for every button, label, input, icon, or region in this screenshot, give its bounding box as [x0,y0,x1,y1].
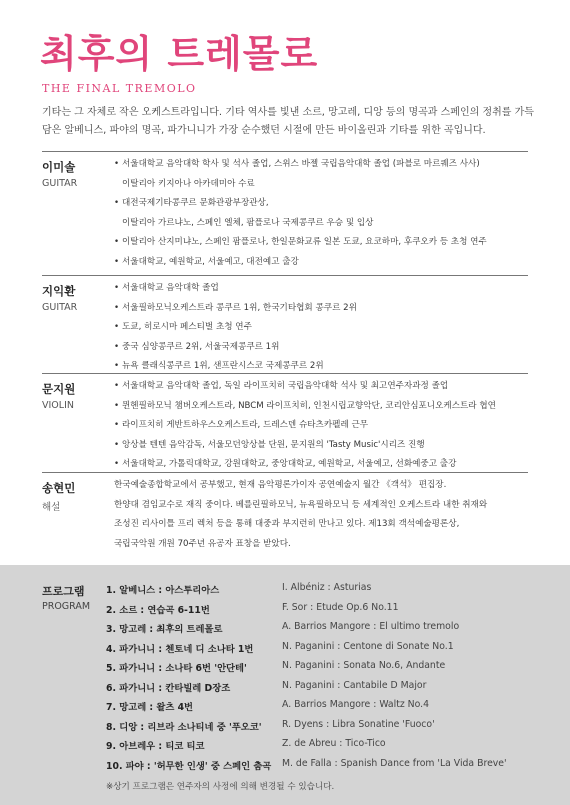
bio-item: • 중국 심양콩쿠르 2위, 서울국제콩쿠르 1위 [114,338,528,358]
program-item-english: Z. de Abreu : Tico-Tico [282,738,386,749]
program-item [106,582,526,602]
divider [42,373,528,374]
bio-item: • 도쿄, 히로시마 페스티벌 초청 연주 [114,318,528,338]
program-item-english: N. Paganini : Centone di Sonate No.1 [282,640,454,652]
bio-item: • 앙상블 텐텐 음악감독, 서울모던앙상블 단원, 문지원의 'Tasty Music'시리즈 진행 [114,436,528,456]
bio-item: • 뮌헨필하모닉 챔버오케스트라, NBCM 라이프치히, 인천시립교향악단, 코리안심포니오케스트라 협연 [114,397,528,417]
intro-text: 기타는 그 자체로 작은 오케스트라입니다. 기타 역사를 빛낸 소르, 망고레, 디앙 등의 명곡과 스페인의 정취를 가득 담은 알베니스, 파야의 명곡, 파가니니가 가장 순수했던 시절에 만든 바이올린과 기타를 위한 곡입니다. [42,107,534,136]
bio-item: • 서울대학교 음악대학 학사 및 석사 졸업, 스위스 바젤 국립음악대학 졸업 (파블로 마르퀘즈 사사) [114,155,528,175]
page-title: 최후의 트레몰로 [40,32,319,76]
program-item-english: N. Paganini : Cantabile D Major [282,679,427,691]
page-subtitle: THE FINAL TREMOLO [42,82,197,95]
performer-name: 문지원 [42,382,76,396]
commentator-bio [114,476,528,554]
program-item [106,680,526,700]
program-item-english: M. de Falla : Spanish Dance from 'La Vida Breve' [282,757,507,769]
program-item-korean: 5. 파가니니 : 소나타 6번 '안단테' [106,663,247,674]
program-item-english: I. Albéniz : Asturias [282,582,372,593]
program-item-english: N. Paganini : Sonata No.6, Andante [282,660,446,671]
program-item-korean: 3. 망고레 : 최후의 트레몰로 [106,624,223,635]
bio-item: • 서울대학교, 가톨릭대학교, 강원대학교, 중앙대학교, 예원학교, 서울예고, 선화예중고 출강 [114,455,528,475]
bio-item: • 서울대학교 음악대학 졸업 [114,279,528,299]
program-note: ※상기 프로그램은 연주자의 사정에 의해 변경될 수 있습니다. [106,782,335,792]
bio-item: • 라이프치히 게반트하우스오케스트라, 드레스덴 슈타츠카펠레 근무 [114,416,528,436]
program-item [106,660,526,680]
performer-role: GUITAR [42,178,78,189]
performer-bio-list [114,377,528,475]
bio-item: • 이탈리아 산지미냐노, 스페인 팜플로나, 한일문화교류 일본 도쿄, 요코하마, 후쿠오카 등 초청 연주 [114,233,528,253]
program-item-english: F. Sor : Etude Op.6 No.11 [282,601,399,613]
bio-item: • 뉴욕 클래식콩쿠르 1위, 샌프란시스코 국제콩쿠르 2위 [114,357,528,377]
program-item-english: A. Barrios Mangore : Waltz No.4 [282,699,430,710]
program-title: 프로그램 [42,585,85,598]
program-item-english: R. Dyens : Libra Sonatine 'Fuoco' [282,718,435,730]
bio-item: • 서울필하모닉오케스트라 콩쿠르 1위, 한국기타협회 콩쿠르 2위 [114,299,528,319]
performer-role: GUITAR [42,302,78,313]
program-item [106,641,526,661]
program-item [106,758,526,778]
bio-item: • 대전국제기타콩쿠르 문화관광부장관상, [114,194,528,214]
program-item-korean: 1. 알베니스 : 아스투리아스 [106,585,220,596]
program-section [0,565,570,805]
bio-line-text: 한국예술종합학교에서 공부했고, 현재 음악평론가이자 공연예술지 월간 《객석》 편집장. [114,480,447,490]
divider [42,151,528,152]
bio-line-text: 한양대 겸임교수로 재직 중이다. 베를린필하모닉, 뉴욕필하모닉 등 세계적인 오케스트라 내한 취재와 [114,499,488,510]
performer-role: VIOLIN [42,400,74,411]
program-item-korean: 2. 소르 : 연습곡 6-11번 [106,604,210,616]
performer-bio-list [114,155,528,272]
program-item-english: A. Barrios Mangore : El ultimo tremolo [282,621,460,632]
bio-item: 이탈리아 키지아나 아카데미아 수료 [122,178,255,189]
bio-item: 이탈리아 가르냐노, 스페인 엘체, 팜플로나 국제콩쿠르 우승 및 입상 [122,217,374,228]
bio-item: • 서울대학교 음악대학 졸업, 독일 라이프치히 국립음악대학 석사 및 최고연주자과정 졸업 [114,377,528,397]
program-item-korean: 6. 파가니니 : 칸타빌레 D장조 [106,682,231,694]
program-subtitle: PROGRAM [42,601,91,612]
program-item [106,719,526,739]
program-item-korean: 9. 아브레우 : 티코 티코 [106,741,205,752]
program-item-korean: 10. 파야 : '허무한 인생' 중 스페인 춤곡 [106,760,272,772]
divider [42,275,528,276]
commentator-name: 송현민 [42,481,76,495]
bio-line-text: 조성진 리사이틀 프리 렉처 등을 통해 대중과 부지런히 만나고 있다. 제13회 객석예술평론상, [114,519,460,529]
performer-name: 이미솔 [42,160,76,174]
commentator-role: 해설 [42,502,61,513]
program-item [106,602,526,622]
program-item-korean: 8. 디앙 : 리브라 소나티네 중 '푸오코' [106,721,262,733]
program-item-korean: 7. 망고레 : 왈츠 4번 [106,702,194,713]
program-item-korean: 4. 파가니니 : 첸토네 디 소나타 1번 [106,643,254,655]
bio-item: • 서울대학교, 예원학교, 서울예고, 대전예고 출강 [114,253,528,273]
program-item [106,699,526,719]
performer-name: 지익환 [42,284,76,298]
bio-line-text: 국립국악원 개원 70주년 유공자 표창을 받았다. [114,538,291,549]
divider [42,472,528,473]
program-item [106,621,526,641]
program-list [106,582,526,777]
program-item [106,738,526,758]
performer-bio-list [114,279,528,377]
